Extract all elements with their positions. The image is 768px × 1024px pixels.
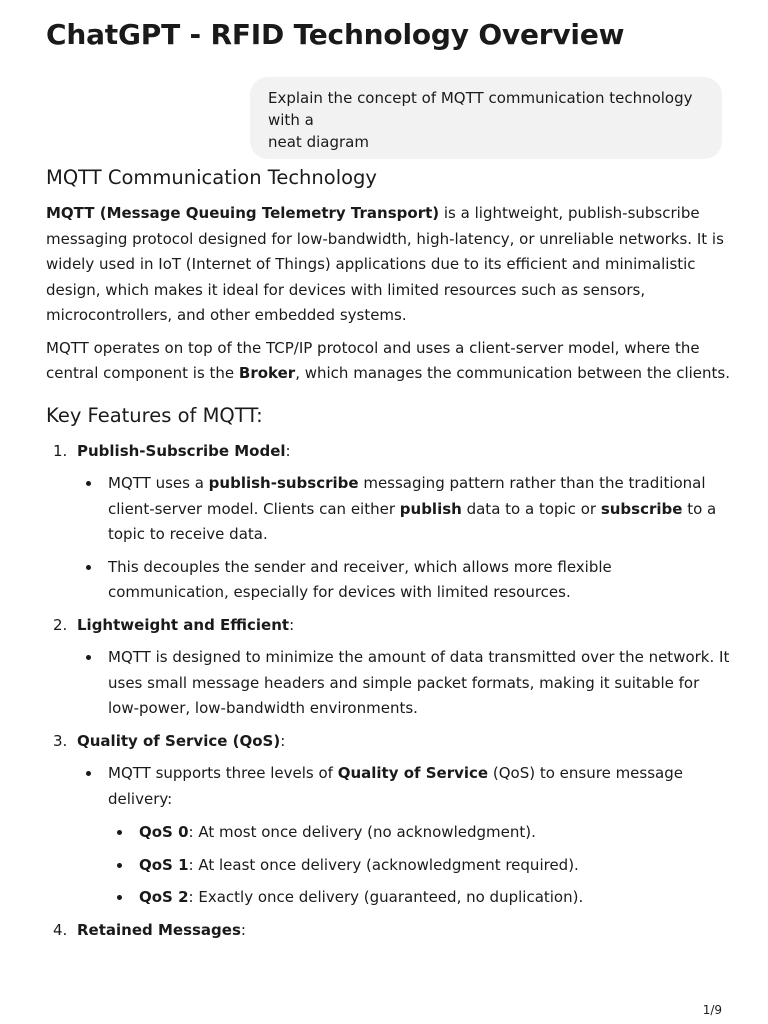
feature-item-qos: 3. Quality of Service (QoS): MQTT supports three levels of Quality of Service (QoS) to ensure message delivery: QoS 0: At most once delivery (no acknowledgment). QoS 1: At least once delivery (acknowledgment required). QoS 2: Exactly once delivery (guaranteed, no duplication). xyxy=(46,729,730,911)
prompt-line: Explain the concept of MQTT communication technology xyxy=(268,89,693,107)
bullet-item: MQTT is designed to minimize the amount of data transmitted over the network. It uses small message headers and simple packet formats, making it suitable for low-power, low-bandwidth environments. xyxy=(77,645,730,722)
prompt-line: with a xyxy=(268,111,314,129)
feature-item-retained-messages: 4. Retained Messages: xyxy=(53,920,246,939)
user-prompt-bubble xyxy=(250,77,722,159)
page-number: 1/9 xyxy=(702,1003,722,1017)
bullet-item: This decouples the sender and receiver, which allows more flexible communication, especially for devices with limited resources. xyxy=(77,555,730,606)
features-heading: Key Features of MQTT: xyxy=(46,403,263,427)
qos-level-1: QoS 1: At least once delivery (acknowledgment required). xyxy=(108,853,730,879)
feature-title: Lightweight and Efficient xyxy=(77,615,290,634)
feature-title: Quality of Service (QoS) xyxy=(77,731,281,750)
broker-term: Broker xyxy=(238,364,296,382)
feature-bullets xyxy=(77,761,730,911)
page-title: ChatGPT - RFID Technology Overview xyxy=(46,18,625,51)
bullet-item: MQTT uses a publish-subscribe messaging pattern rather than the traditional client-server model. Clients can either publish data to a topic or subscribe to a topic to receive data. xyxy=(77,471,730,548)
feature-title: Retained Messages xyxy=(77,920,241,939)
qos-levels-list xyxy=(108,820,730,911)
response-heading: MQTT Communication Technology xyxy=(46,166,377,189)
prompt-line: neat diagram xyxy=(268,133,369,151)
broker-paragraph: MQTT operates on top of the TCP/IP protocol and uses a client-server model, where the central component is the Broker, which manages the communication between the clients. xyxy=(46,338,730,382)
feature-bullets xyxy=(77,645,730,722)
features-list xyxy=(46,439,730,944)
intro-paragraph: MQTT (Message Queuing Telemetry Transport) is a lightweight, publish-subscribe messaging protocol designed for low-bandwidth, high-latency, or unreliable networks. It is widely used in IoT (Internet of Things) applications due to its efficient and minimalistic design, which makes it ideal for devices with limited resources such as sensors, microcontrollers, and other embedded systems. xyxy=(46,204,724,324)
qos-level-0: QoS 0: At most once delivery (no acknowledgment). xyxy=(108,820,730,846)
bullet-item: MQTT supports three levels of Quality of Service (QoS) to ensure message delivery: QoS 0: At most once delivery (no acknowledgment). QoS 1: At least once delivery (acknowledgment required). QoS 2: Exactly once delivery (guaranteed, no duplication). xyxy=(77,761,730,911)
response-content xyxy=(46,163,730,950)
feature-item-lightweight: 2. Lightweight and Efficient: MQTT is designed to minimize the amount of data transmitted over the network. It uses small message headers and simple packet formats, making it suitable for low-power, low-bandwidth environments. xyxy=(46,613,730,722)
feature-bullets xyxy=(77,471,730,606)
feature-title: Publish-Subscribe Model xyxy=(77,441,286,460)
feature-item-publish-subscribe: 1. Publish-Subscribe Model: MQTT uses a publish-subscribe messaging pattern rather than the traditional client-server model. Clients can either publish data to a topic or subscribe to a topic to receive data. This decouples the sender and receiver, which allows more flexible communication, especially for devices with limited resources. xyxy=(46,439,730,606)
mqtt-term: MQTT (Message Queuing Telemetry Transport) xyxy=(46,204,440,222)
qos-level-2: QoS 2: Exactly once delivery (guaranteed, no duplication). xyxy=(108,885,730,911)
